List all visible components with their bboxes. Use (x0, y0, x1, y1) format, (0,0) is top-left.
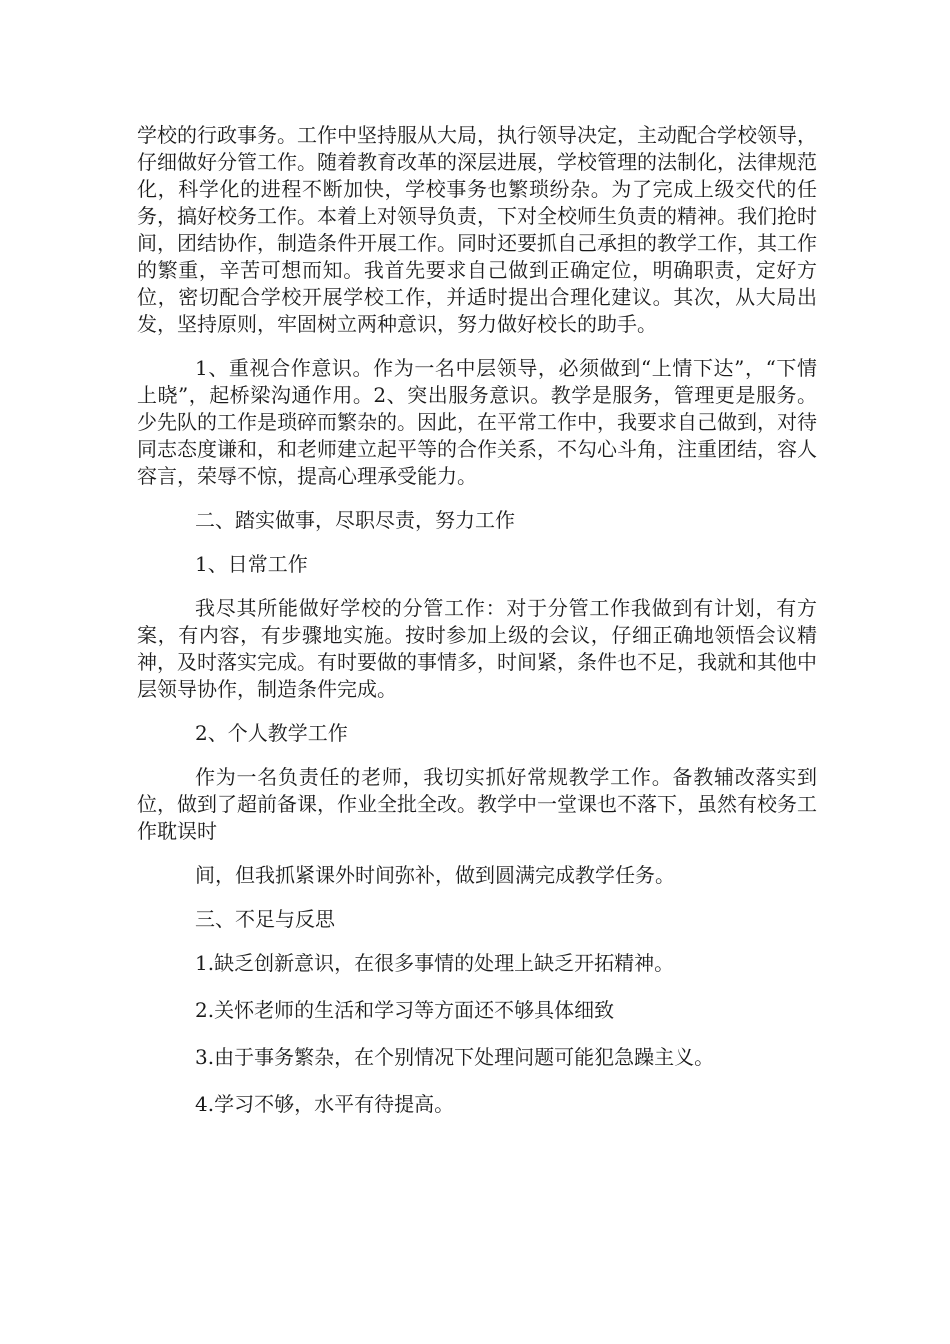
list-item-2: 2.关怀老师的生活和学习等方面还不够具体细致 (195, 998, 615, 1022)
list-item-4: 4.学习不够，水平有待提高。 (195, 1092, 455, 1116)
paragraph-admin-duties: 学校的行政事务。工作中坚持服从大局，执行领导决定，主动配合学校领导，仔细做好分管工作。随着教育改革的深层进展，学校管理的法制化，法律规范化，科学化的进程不断加快，学校事务也繁琐纷杂。为了完成上级交代的任务，搞好校务工作。本着上对领导负责，下对全校师生负责的精神。我们抢时间，团结协作，制造条件开展工作。同时还要抓自己承担的教学工作，其工作的繁重，辛苦可想而知。我首先要求自己做到正确定位，明确职责，定好方位，密切配合学校开展学校工作，并适时提出合理化建议。其次，从大局出发，坚持原则，牢固树立两种意识，努力做好校长的助手。 (137, 123, 817, 336)
document-body (137, 122, 817, 1138)
list-item-3: 3.由于事务繁杂，在个别情况下处理问题可能犯急躁主义。 (195, 1045, 715, 1069)
paragraph-personal-teaching: 作为一名负责任的老师，我切实抓好常规教学工作。备教辅改落实到位，做到了超前备课，作业全批全改。教学中一堂课也不落下，虽然有校务工作耽误时 (137, 765, 817, 843)
subheading-personal-teaching: 2、个人教学工作 (195, 721, 348, 745)
section-heading-3: 三、不足与反思 (195, 907, 335, 931)
subheading-daily-work: 1、日常工作 (195, 552, 308, 576)
list-item-1: 1.缺乏创新意识，在很多事情的处理上缺乏开拓精神。 (195, 951, 675, 975)
paragraph-teaching-continued: 间，但我抓紧课外时间弥补，做到圆满完成教学任务。 (195, 863, 675, 887)
paragraph-daily-work: 我尽其所能做好学校的分管工作：对于分管工作我做到有计划，有方案，有内容，有步骤地实施。按时参加上级的会议，仔细正确地领悟会议精神，及时落实完成。有时要做的事情多，时间紧，条件也不足，我就和其他中层领导协作，制造条件完成。 (137, 596, 817, 701)
section-heading-2: 二、踏实做事，尽职尽责，努力工作 (195, 508, 515, 532)
paragraph-cooperation-service: 1、重视合作意识。作为一名中层领导，必须做到“上情下达”，“下情上晓”，起桥梁沟通作用。2、突出服务意识。教学是服务，管理更是服务。少先队的工作是琐碎而繁杂的。因此，在平常工作中，我要求自己做到，对待同志态度谦和，和老师建立起平等的合作关系，不勾心斗角，注重团结，容人容言，荣辱不惊，提高心理承受能力。 (137, 356, 817, 488)
